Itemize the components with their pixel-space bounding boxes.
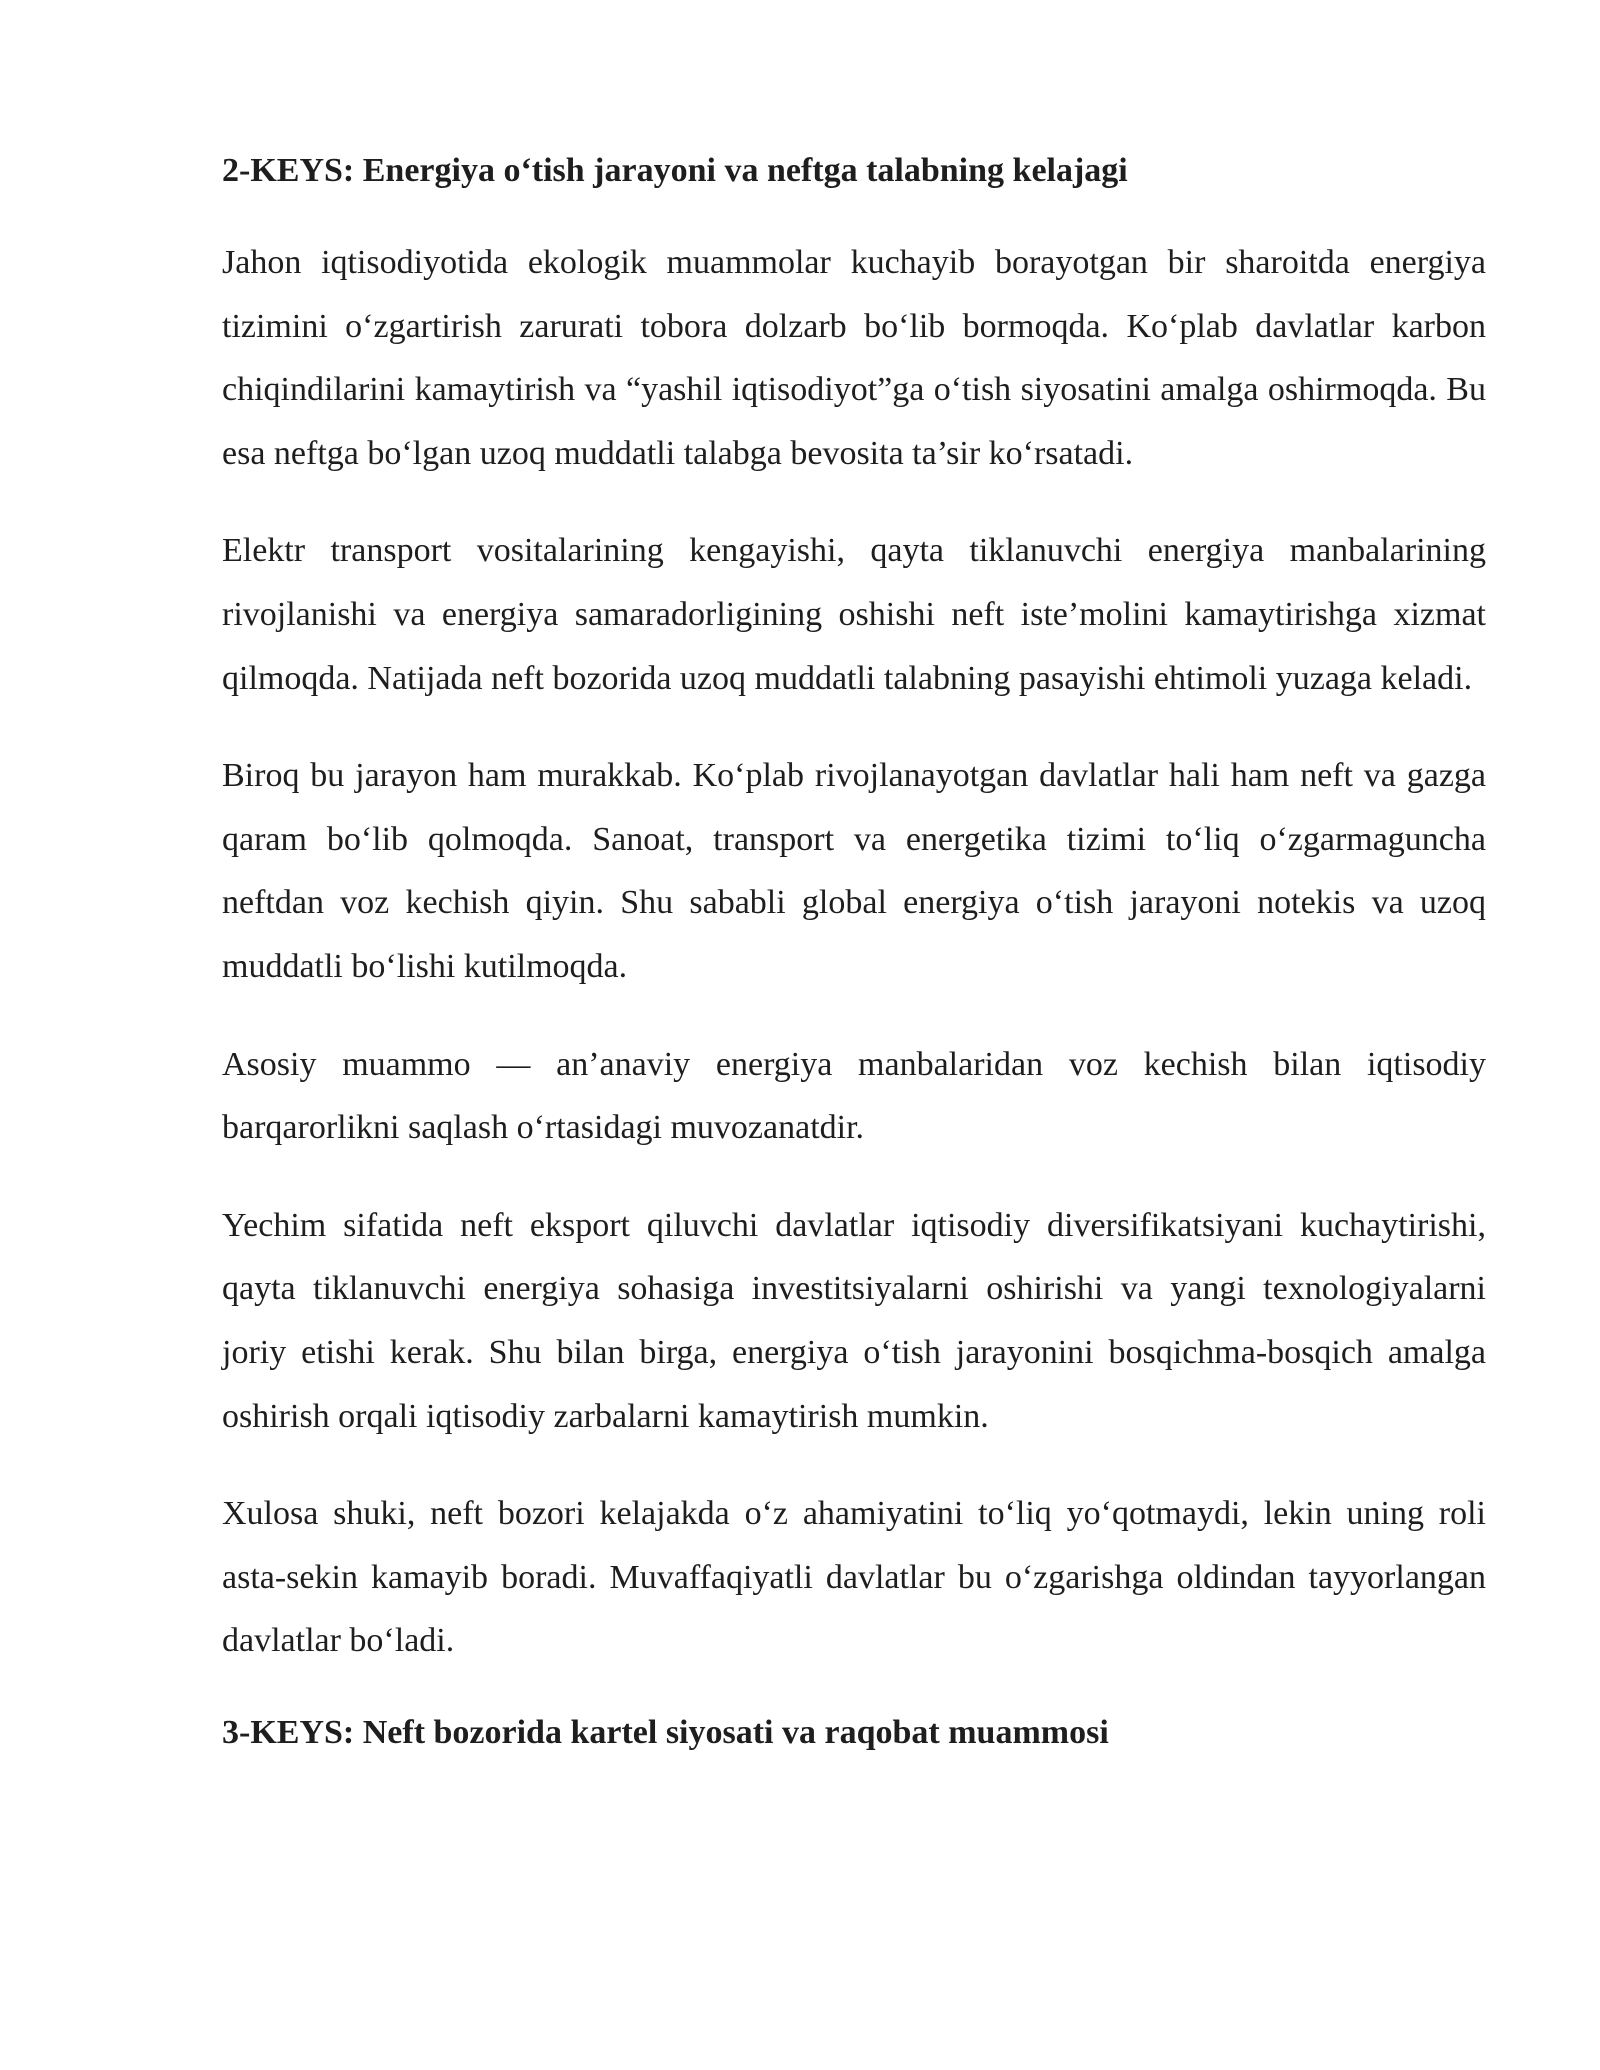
document-page [222, 145, 1486, 1759]
section-2-paragraph-6: Xulosa shuki, neft bozori kelajakda o‘z ahamiyatini to‘liq yo‘qotmaydi, lekin uning roli asta-sekin kamayib boradi. Muvaffaqiyatli davlatlar bu o‘zgarishga oldindan tayyorlangan davlatlar bo‘ladi. [222, 1495, 1486, 1660]
section-2-paragraph-3: Biroq bu jarayon ham murakkab. Ko‘plab rivojlanayotgan davlatlar hali ham neft va gazga qaram bo‘lib qolmoqda. Sanoat, transport va energetika tizimi to‘liq o‘zgarmaguncha neftdan voz kechish qiyin. Shu sababli global energiya o‘tish jarayoni notekis va uzoq muddatli bo‘lishi kutilmoqda. [222, 757, 1486, 985]
section-2-paragraph-4: Asosiy muammo — an’anaviy energiya manbalaridan voz kechish bilan iqtisodiy barqarorlikni saqlash o‘rtasidagi muvozanatdir. [222, 1045, 1486, 1147]
section-2-heading: 2-KEYS: Energiya o‘tish jarayoni va neftga talabning kelajagi [222, 152, 1128, 189]
section-2-paragraph-1: Jahon iqtisodiyotida ekologik muammolar kuchayib borayotgan bir sharoitda energiya tizimini o‘zgartirish zarurati tobora dolzarb bo‘lib bormoqda. Ko‘plab davlatlar karbon chiqindilarini kamaytirish va “yashil iqtisodiyot”ga o‘tish siyosatini amalga oshirmoqda. Bu esa neftga bo‘lgan uzoq muddatli talabga bevosita ta’sir ko‘rsatadi. [222, 244, 1486, 472]
section-3-heading: 3-KEYS: Neft bozorida kartel siyosati va raqobat muammosi [222, 1713, 1109, 1751]
section-2-paragraph-5: Yechim sifatida neft eksport qiluvchi davlatlar iqtisodiy diversifikatsiyani kuchaytirishi, qayta tiklanuvchi energiya sohasiga investitsiyalarni oshirishi va yangi texnologiyalarni joriy etishi kerak. Shu bilan birga, energiya o‘tish jarayonini bosqichma-bosqich amalga oshirish orqali iqtisodiy zarbalarni kamaytirish mumkin. [222, 1206, 1486, 1435]
section-2-paragraph-2: Elektr transport vositalarining kengayishi, qayta tiklanuvchi energiya manbalarining rivojlanishi va energiya samaradorligining oshishi neft iste’molini kamaytirishga xizmat qilmoqda. Natijada neft bozorida uzoq muddatli talabning pasayishi ehtimoli yuzaga keladi. [222, 532, 1486, 697]
